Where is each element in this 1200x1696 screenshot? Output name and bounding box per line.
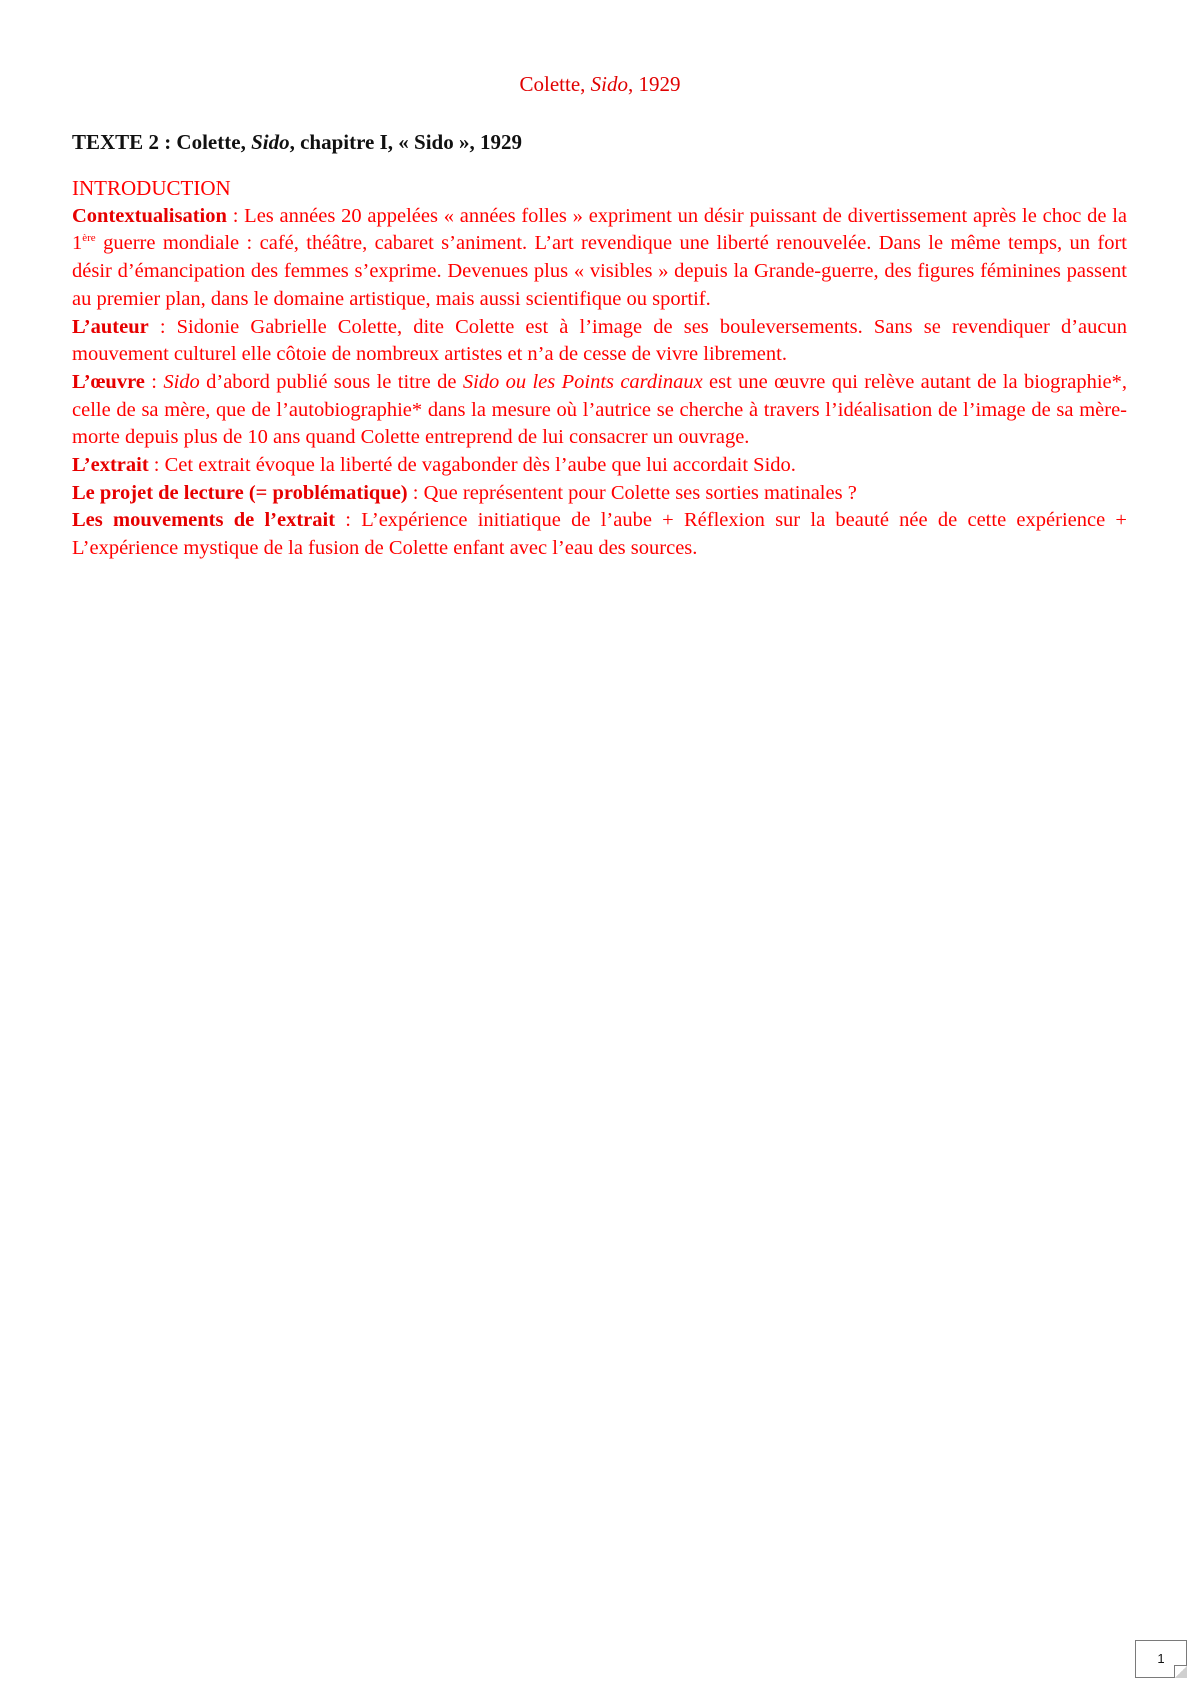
page-title [0,72,1200,97]
oeuvre-text-a: : [144,370,164,393]
page-title-work: Sido [590,72,628,96]
projet-label: Le projet de lecture (= problématique) [72,481,408,504]
introduction-section [72,175,1127,563]
text-heading-work: Sido [251,130,290,154]
projet-paragraph [72,480,1127,508]
contextualisation-sup: ère [82,232,96,245]
oeuvre-label: L’œuvre [72,370,145,393]
mouvements-paragraph [72,507,1127,562]
extrait-text: : Cet extrait évoque la liberté de vagabonder dès l’aube que lui accordait Sido. [148,454,796,477]
contextualisation-paragraph [72,203,1127,314]
page-title-year: , 1929 [628,72,681,96]
text-heading-suffix: , chapitre I, « Sido », 1929 [289,130,522,154]
contextualisation-text-b: guerre mondiale : café, théâtre, cabaret s’animent. L’art revendique une liberté renouvelée. Dans le même temps, un fort désir d’émancipation des femmes s’exprime. Devenues plus « visibles » depuis la Grande-guerre, des figures féminines passent au premier plan, dans le domaine artistique, mais aussi scientifique ou sportif. [72,232,1127,310]
mouvements-label: Les mouvements de l’extrait [72,509,336,532]
page-number: 1 [1157,1651,1165,1666]
text-heading-prefix: TEXTE 2 : Colette, [72,130,252,154]
page-number-box [1135,1640,1187,1678]
page-title-text: Colette, [519,72,591,96]
auteur-text: : Sidonie Gabrielle Colette, dite Colette est à l’image de ses bouleversements. Sans se revendiquer d’aucun mouvement culturel elle côtoie de nombreux artistes et n’a de cesse de vivre librement. [72,315,1127,366]
contextualisation-text-a: : Les années 20 appelées « années folles » expriment un désir puissant de divertissement après le choc de la 1 [72,204,1127,255]
extrait-paragraph [72,452,1127,480]
projet-text: : Que représentent pour Colette ses sorties matinales ? [407,481,857,504]
oeuvre-text-b: d’abord publié sous le titre de [199,370,463,393]
oeuvre-paragraph [72,369,1127,452]
auteur-paragraph [72,314,1127,369]
text-heading [72,130,522,155]
mouvements-text: : L’expérience initiatique de l’aube + Réflexion sur la beauté née de cette expérience + L’expérience mystique de la fusion de Colette enfant avec l’eau des sources. [72,509,1127,560]
oeuvre-italic-a: Sido [163,370,200,393]
contextualisation-label: Contextualisation [72,204,227,227]
page-fold-icon [1174,1665,1187,1678]
introduction-heading: INTRODUCTION [72,176,231,200]
oeuvre-italic-b: Sido ou les Points cardinaux [462,370,703,393]
oeuvre-text-c: est une œuvre qui relève autant de la biographie*, celle de sa mère, que de l’autobiographie* dans la mesure où l’autrice se cherche à travers l’idéalisation de l’image de sa mère- morte depuis plus de 10 ans quand Colette entreprend de lui consacrer un ouvrage. [72,370,1127,449]
extrait-label: L’extrait [72,454,149,477]
auteur-label: L’auteur [72,315,149,338]
